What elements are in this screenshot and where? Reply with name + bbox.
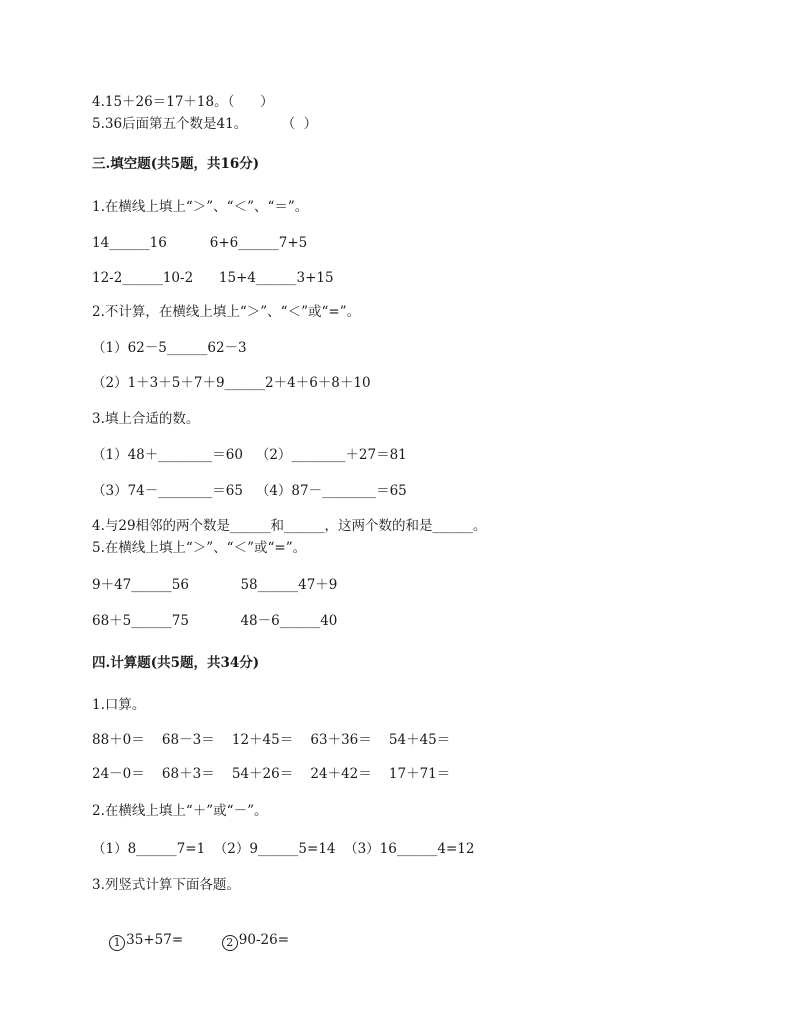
fill-question-5-row-1: 9＋47______56 58______47＋9: [92, 577, 338, 593]
fill-question-3-row-1: （1）48＋________＝60 （2）________＋27＝81: [92, 447, 407, 463]
judgement-question-5: 5.36后面第五个数是41。 （ ）: [92, 116, 318, 132]
calc-question-2-row-1: （1）8______7=1 （2）9______5=14 （3）16______4=12: [92, 841, 475, 857]
circled-number-2: 2: [222, 935, 238, 951]
fill-question-1: 1.在横线上填上“＞”、“＜”、“＝”。: [92, 199, 309, 215]
calc-item-1: 35+57=: [126, 932, 184, 948]
calc-question-2: 2.在横线上填上“＋”或“－”。: [92, 803, 268, 819]
calc-item-2: 90-26=: [238, 932, 290, 948]
calc-question-1-row-2: 24－0＝ 68＋3＝ 54＋26＝ 24＋42＝ 17＋71＝: [92, 766, 451, 782]
section-title-calculation: 四.计算题(共5题，共34分): [92, 655, 260, 671]
fill-question-3: 3.填上合适的数。: [92, 411, 200, 427]
calc-question-3-items: [92, 913, 289, 969]
item-gap: [183, 932, 222, 948]
section-title-fill-in: 三.填空题(共5题，共16分): [92, 156, 260, 172]
circled-number-1: 1: [109, 935, 125, 951]
fill-question-1-row-1: 14______16 6+6______7+5: [92, 235, 308, 251]
fill-question-2-part-1: （1）62－5______62－3: [92, 340, 247, 356]
calc-question-1: 1.口算。: [92, 697, 146, 713]
fill-question-2-part-2: （2）1＋3＋5＋7＋9______2＋4＋6＋8＋10: [92, 375, 371, 391]
calc-question-1-row-1: 88＋0＝ 68－3＝ 12＋45＝ 63＋36＝ 54＋45＝: [92, 732, 451, 748]
fill-question-5-row-2: 68＋5______75 48－6______40: [92, 613, 338, 629]
judgement-question-4: 4.15＋26＝17＋18。（ ）: [92, 94, 274, 110]
fill-question-2: 2.不计算，在横线上填上“＞”、“＜”或“=”。: [92, 304, 361, 320]
fill-question-5: 5.在横线上填上“＞”、“＜”或“=”。: [92, 540, 307, 556]
fill-question-1-row-2: 12-2______10-2 15+4______3+15: [92, 270, 334, 286]
calc-question-3: 3.列竖式计算下面各题。: [92, 877, 240, 893]
fill-question-3-row-2: （3）74－________＝65 （4）87－________＝65: [92, 483, 407, 499]
fill-question-4: 4.与29相邻的两个数是______和______，这两个数的和是______。: [92, 518, 487, 534]
